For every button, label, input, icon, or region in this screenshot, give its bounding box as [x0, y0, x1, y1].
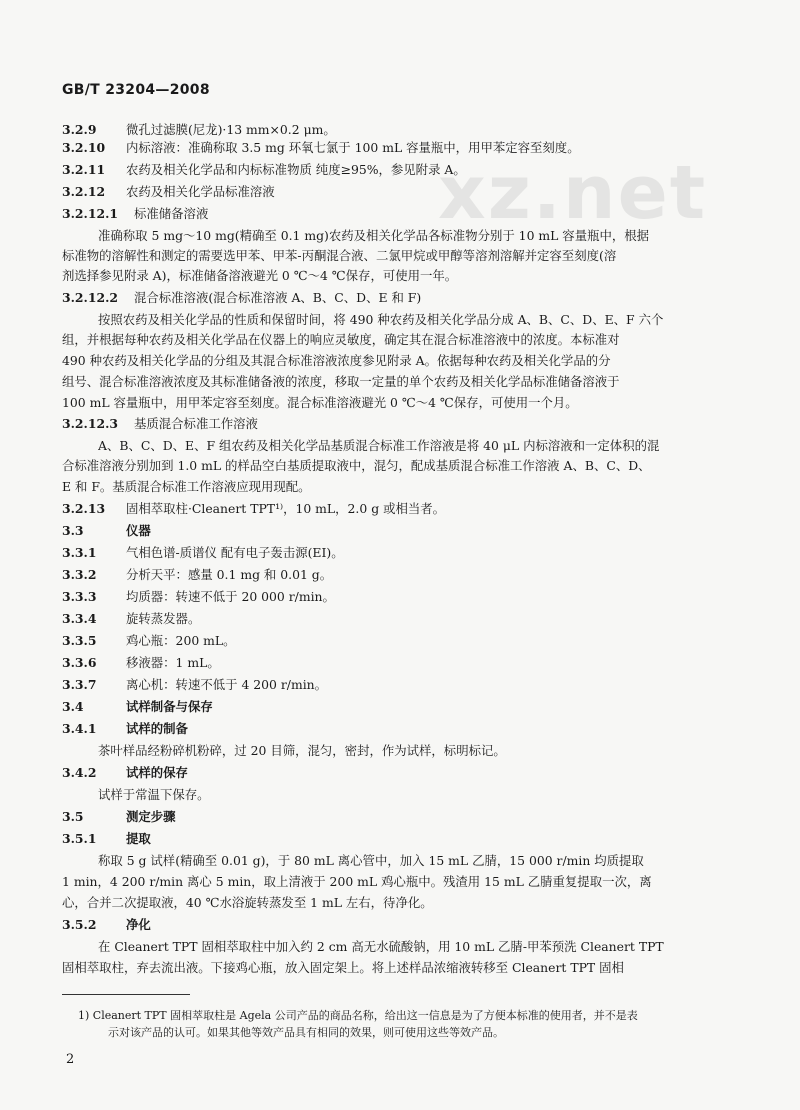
clause-3-2-12-3: 3.2.12.3 基质混合标准工作溶液 — [62, 416, 258, 431]
paragraph-line: 1 min，4 200 r/min 离心 5 min，取上清液于 200 mL 鸡心瓶中。残渣用 15 mL 乙腈重复提取一次，离 — [62, 874, 652, 889]
section-3-5-heading: 3.5 测定步骤 — [62, 809, 176, 824]
clause-3-3-5: 3.3.5 鸡心瓶：200 mL。 — [62, 633, 236, 648]
paragraph-line: 准确称取 5 mg～10 mg(精确至 0.1 mg)农药及相关化学品各标准物分别于 10 mL 容量瓶中，根据 — [98, 228, 650, 243]
watermark: xz.net — [438, 150, 708, 236]
section-3-4-heading: 3.4 试样制备与保存 — [62, 699, 213, 714]
footnote-line: 1) Cleanert TPT 固相萃取柱是 Agela 公司产品的商品名称，给出这一信息是为了方便本标准的使用者，并不是表 — [78, 1009, 638, 1022]
clause-3-2-12-1: 3.2.12.1 标准储备溶液 — [62, 206, 209, 221]
clause-3-3-3: 3.3.3 均质器：转速不低于 20 000 r/min。 — [62, 589, 335, 604]
clause-3-5-2: 3.5.2 净化 — [62, 917, 151, 932]
paragraph-line: 合标准溶液分别加到 1.0 mL 的样品空白基质提取液中，混匀，配成基质混合标准工作溶液 A、B、C、D、 — [62, 458, 651, 473]
paragraph-line: 按照农药及相关化学品的性质和保留时间，将 490 种农药及相关化学品分成 A、B、C、D、E、F 六个 — [98, 312, 664, 327]
clause-3-2-12: 3.2.12 农药及相关化学品标准溶液 — [62, 184, 275, 199]
paragraph-line: 心，合并二次提取液，40 ℃水浴旋转蒸发至 1 mL 左右，待净化。 — [62, 895, 433, 910]
section-3-3-heading: 3.3 仪器 — [62, 523, 151, 538]
clause-3-3-7: 3.3.7 离心机：转速不低于 4 200 r/min。 — [62, 677, 328, 692]
clause-3-2-12-2: 3.2.12.2 混合标准溶液(混合标准溶液 A、B、C、D、E 和 F) — [62, 290, 422, 305]
paragraph-line: 100 mL 容量瓶中，用甲苯定容至刻度。混合标准溶液避光 0 ℃～4 ℃保存，可使用一个月。 — [62, 395, 578, 410]
paragraph-line: 茶叶样品经粉碎机粉碎，过 20 目筛，混匀，密封，作为试样，标明标记。 — [98, 743, 506, 758]
clause-3-2-10: 3.2.10 内标溶液：准确称取 3.5 mg 环氧七氯于 100 mL 容量瓶中，用甲苯定容至刻度。 — [62, 140, 580, 155]
paragraph-line: 在 Cleanert TPT 固相萃取柱中加入约 2 cm 高无水硫酸钠，用 10 mL 乙腈-甲苯预洗 Cleanert TPT — [98, 939, 664, 954]
paragraph-line: E 和 F。基质混合标准工作溶液应现用现配。 — [62, 479, 311, 494]
paragraph-line: 标准物的溶解性和测定的需要选甲苯、甲苯-丙酮混合液、二氯甲烷或甲醇等溶剂溶解并定容至刻度(溶 — [62, 248, 617, 263]
clause-3-3-4: 3.3.4 旋转蒸发器。 — [62, 611, 201, 626]
clause-3-3-1: 3.3.1 气相色谱-质谱仪 配有电子轰击源(EI)。 — [62, 545, 344, 560]
clause-3-2-11: 3.2.11 农药及相关化学品和内标标准物质 纯度≥95%，参见附录 A。 — [62, 162, 466, 177]
page-number: 2 — [66, 1052, 75, 1067]
clause-3-4-2: 3.4.2 试样的保存 — [62, 765, 188, 780]
standard-header: GB/T 23204—2008 — [62, 82, 210, 98]
clause-3-5-1: 3.5.1 提取 — [62, 831, 151, 846]
clause-3-4-1: 3.4.1 试样的制备 — [62, 721, 188, 736]
footnote-divider — [62, 994, 190, 995]
paragraph-line: 490 种农药及相关化学品的分组及其混合标准溶液浓度参见附录 A。依据每种农药及相关化学品的分 — [62, 353, 611, 368]
paragraph-line: 组号、混合标准溶液浓度及其标准储备液的浓度，移取一定量的单个农药及相关化学品标准储备溶液于 — [62, 374, 620, 389]
clause-3-2-9: 3.2.9 微孔过滤膜(尼龙)·13 mm×0.2 μm。 — [62, 122, 336, 137]
paragraph-line: A、B、C、D、E、F 组农药及相关化学品基质混合标准工作溶液是将 40 μL 内标溶液和一定体积的混 — [98, 438, 660, 453]
clause-3-2-13: 3.2.13 固相萃取柱·Cleanert TPT¹⁾，10 mL，2.0 g 或相当者。 — [62, 501, 446, 516]
paragraph-line: 组，并根据每种农药及相关化学品在仪器上的响应灵敏度，确定其在混合标准溶液中的浓度。本标准对 — [62, 332, 620, 347]
paragraph-line: 固相萃取柱，弃去流出液。下接鸡心瓶，放入固定架上。将上述样品浓缩液转移至 Cleanert TPT 固相 — [62, 960, 624, 975]
paragraph-line: 试样于常温下保存。 — [98, 787, 210, 802]
footnote-line: 示对该产品的认可。如果其他等效产品具有相同的效果，则可使用这些等效产品。 — [108, 1026, 504, 1039]
paragraph-line: 称取 5 g 试样(精确至 0.01 g)，于 80 mL 离心管中，加入 15 mL 乙腈，15 000 r/min 均质提取 — [98, 853, 644, 868]
clause-3-3-2: 3.3.2 分析天平：感量 0.1 mg 和 0.01 g。 — [62, 567, 333, 582]
paragraph-line: 剂选择参见附录 A)，标准储备溶液避光 0 ℃～4 ℃保存，可使用一年。 — [62, 268, 458, 283]
clause-3-3-6: 3.3.6 移液器：1 mL。 — [62, 655, 220, 670]
